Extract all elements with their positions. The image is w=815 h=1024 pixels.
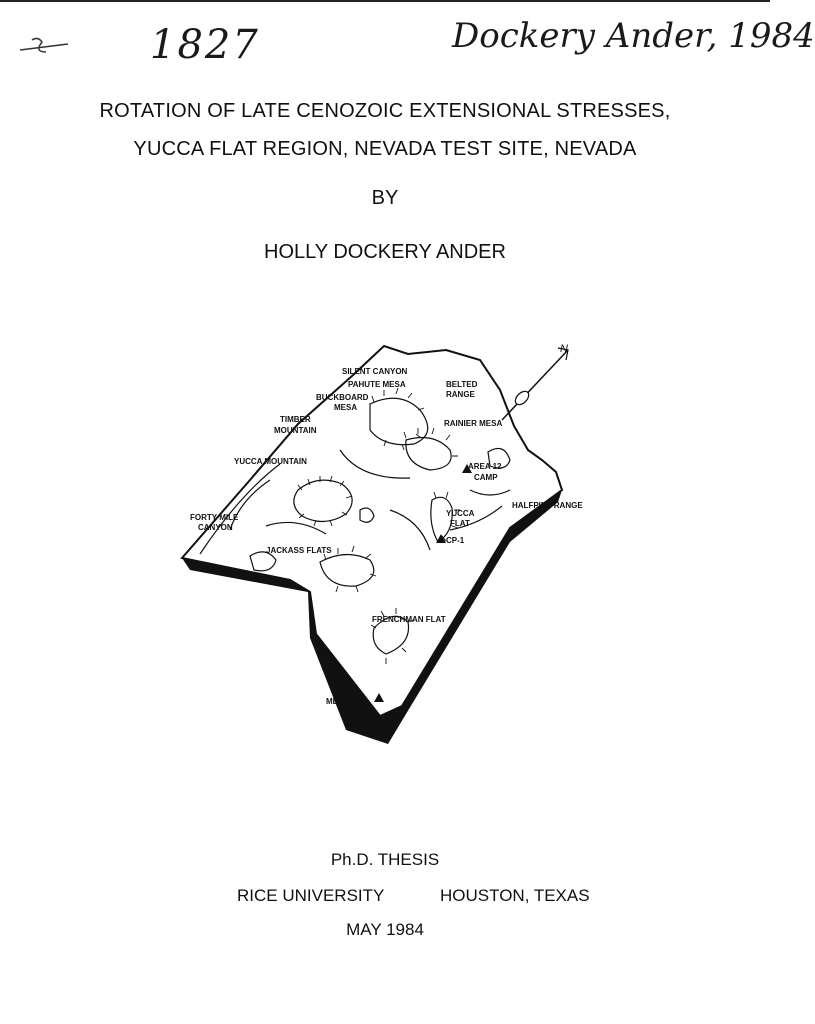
north-label: N [560, 343, 568, 355]
label-belted-range-2: RANGE [446, 390, 475, 399]
map-svg [170, 330, 620, 760]
label-area12-camp-1: AREA 12 [468, 462, 502, 471]
handwritten-author-note: Dockery Ander, 1984 [452, 16, 815, 56]
label-buckboard-mesa-1: BUCKBOARD [316, 393, 369, 402]
label-forty-mile-canyon-1: FORTY MILE [190, 513, 239, 522]
handwritten-catalog-number: 1827 [150, 22, 260, 68]
label-rainier-mesa: RAINIER MESA [444, 419, 503, 428]
label-frenchman-flat: FRENCHMAN FLAT [372, 615, 446, 624]
author-name: HOLLY DOCKERY ANDER [264, 241, 506, 263]
label-cp1: CP-1 [446, 536, 465, 545]
map-surface [182, 346, 562, 716]
label-halfpint-range: HALFPINT RANGE [512, 501, 583, 510]
label-yucca-flat-1: YUCCA [446, 509, 475, 518]
label-timber-mountain-2: MOUNTAIN [274, 426, 317, 435]
label-belted-range-1: BELTED [446, 380, 478, 389]
date-line: MAY 1984 [346, 920, 424, 939]
label-area12-camp-2: CAMP [474, 473, 498, 482]
label-buckboard-mesa-2: MESA [334, 403, 358, 412]
nevada-test-site-map [170, 330, 620, 760]
label-timber-mountain-1: TIMBER [280, 415, 311, 424]
thesis-title [0, 92, 770, 168]
label-yucca-flat-2: FLAT [450, 519, 470, 528]
title-line-1: ROTATION OF LATE CENOZOIC EXTENSIONAL STRESSES, [99, 100, 671, 122]
label-yucca-mountain: YUCCA MOUNTAIN [234, 457, 307, 466]
north-arrow [502, 348, 568, 420]
degree-line: Ph.D. THESIS [330, 850, 440, 869]
handwritten-mark [18, 30, 74, 66]
label-mercury: MERCURY [326, 697, 367, 706]
label-pahute-mesa: PAHUTE MESA [348, 380, 406, 389]
university-name: RICE UNIVERSITY [237, 886, 385, 905]
city-name: HOUSTON, TEXAS [440, 886, 590, 905]
top-rule [0, 0, 770, 2]
label-silent-canyon: SILENT CANYON [342, 367, 408, 376]
by-label: BY [371, 187, 399, 209]
title-line-2: YUCCA FLAT REGION, NEVADA TEST SITE, NEVADA [133, 138, 637, 160]
label-jackass-flats: JACKASS FLATS [266, 546, 332, 555]
label-forty-mile-canyon-2: CANYON [198, 523, 233, 532]
